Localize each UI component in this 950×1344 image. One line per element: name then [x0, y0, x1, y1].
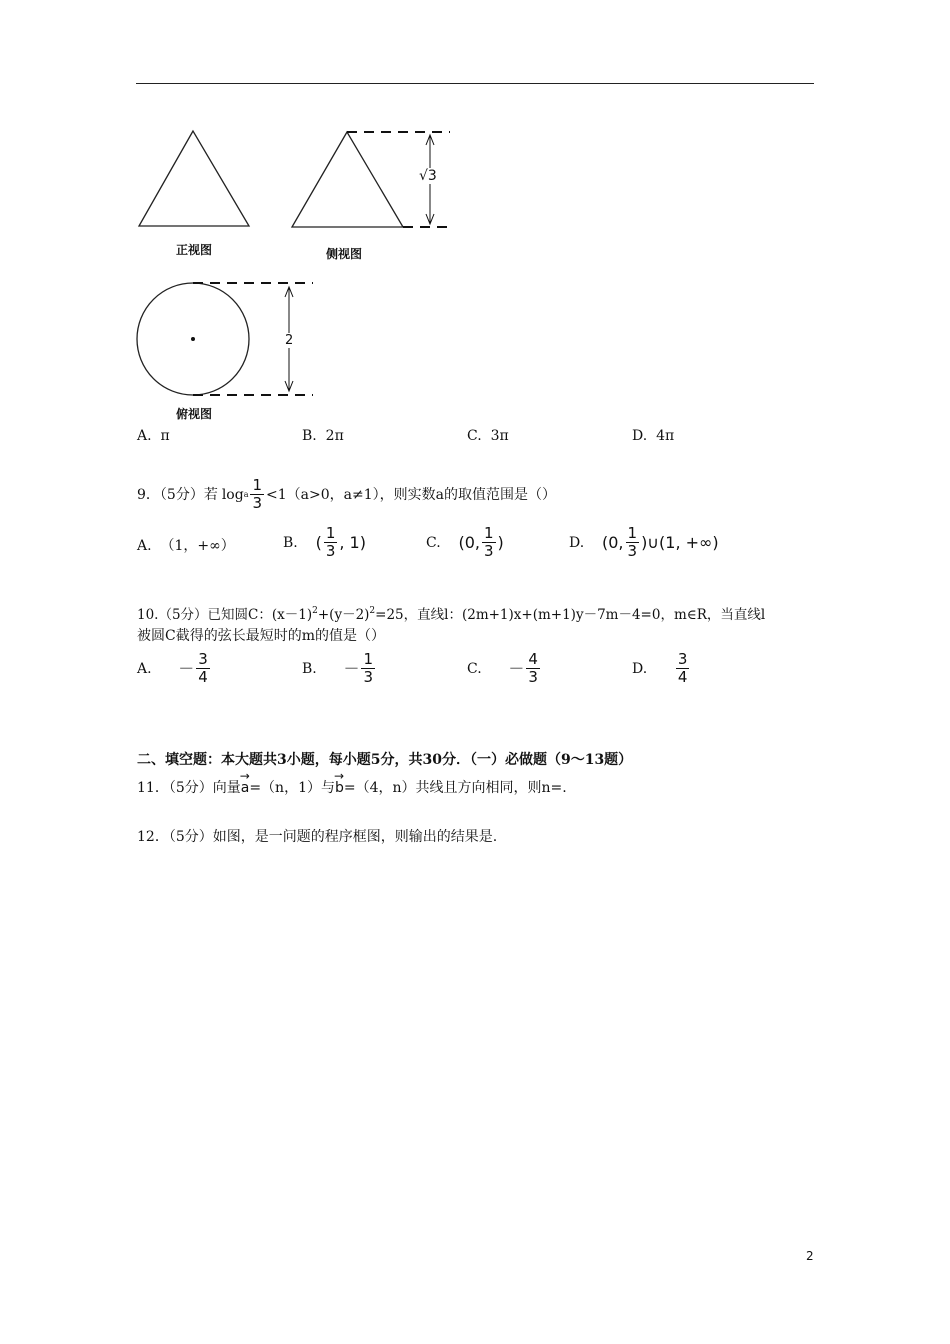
vector-a: → a: [241, 774, 250, 798]
q10-option-c: C. － $\frac{4}{3}$: [467, 650, 538, 686]
front-view-label: 正视图: [176, 243, 213, 257]
q10-option-b: B. － $\frac{1}{3}$: [302, 650, 374, 686]
vector-b: → b: [335, 774, 344, 798]
height-label: √3: [419, 168, 437, 184]
q8-option-b: B. 2π: [302, 428, 344, 444]
top-view-label: 俯视图: [176, 407, 213, 421]
q10-option-d: D. $\frac{3}{4}$: [632, 650, 688, 686]
q9-option-b: B. ( $\frac{1}{3}$ , 1): [283, 524, 366, 560]
q10-stem-line1: 10.（5分）已知圆C：$(x-1)^2+(y-2)^2=25$，直线l：(2m+1)x+(m+1)y－7m－4=0，m∈R，当直线l: [137, 606, 766, 623]
q12-stem: 12．（5分）如图，是一问题的程序框图，则输出的结果是.: [137, 829, 498, 845]
q8-option-a: A. π: [137, 428, 170, 444]
header-rule: [136, 83, 814, 84]
side-view-label: 侧视图: [326, 247, 363, 261]
q9-stem: 9．（5分）若 log a $\frac{1}{3}$ <1（a>0，a≠1），则实数a的取值范围是（）: [137, 476, 556, 512]
diameter-label: 2: [285, 333, 294, 348]
q11-stem: 11．（5分）向量→ a=（n，1）与→ b=（4，n）共线且方向相同，则n=.: [137, 774, 567, 798]
q8-option-d: D. 4π: [632, 428, 675, 444]
q9-fraction: $\frac{1}{3}$: [252, 476, 263, 512]
q9-option-d: D. (0, $\frac{1}{3}$ )∪(1, +∞): [569, 524, 719, 560]
front-view-triangle: [130, 125, 260, 235]
q9-option-c: C. (0, $\frac{1}{3}$ ): [426, 524, 504, 560]
q10-option-a: A. － $\frac{3}{4}$: [137, 650, 208, 686]
q10-stem-line2: 被圆C截得的弦长最短时的m的值是（）: [137, 628, 385, 644]
page-number: 2: [806, 1249, 814, 1263]
section-heading: 二、填空题：本大题共3小题，每小题5分，共30分．（一）必做题（9～13题）: [137, 752, 633, 768]
q8-option-c: C. 3π: [467, 428, 509, 444]
q9-option-a: A. （1，+∞）: [137, 538, 235, 554]
